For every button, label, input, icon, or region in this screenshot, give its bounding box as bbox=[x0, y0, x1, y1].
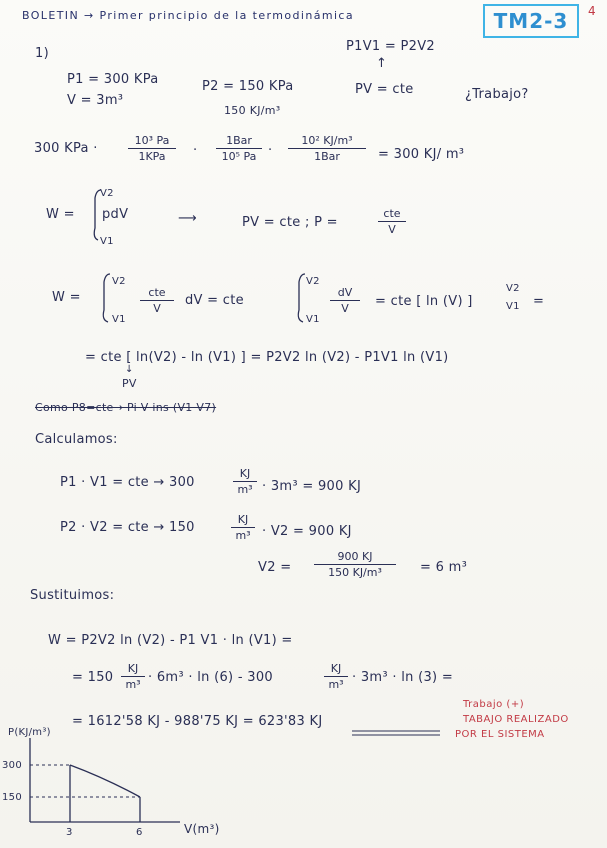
work-integrand: pdV bbox=[102, 207, 129, 222]
header-title: BOLETIN → Primer principio de la termodinámica bbox=[22, 9, 355, 22]
crossed-line: Como P8=cte→ Pi V ins (V1 V7) bbox=[35, 401, 217, 414]
int-dv: dV = cte bbox=[185, 293, 244, 308]
integral-sign bbox=[94, 190, 101, 240]
int3-upper: V2 bbox=[306, 276, 320, 287]
graph-x-3: 3 bbox=[66, 827, 73, 838]
w-line3: = 1612'58 KJ - 988'75 KJ = 623'83 KJ bbox=[72, 714, 323, 729]
w-line2-c: · 3m³ · ln (3) = bbox=[352, 670, 454, 685]
int-frac-2: $\frac{dV}{V}$ bbox=[330, 286, 360, 315]
calc3-frac: $\frac{900 KJ}{\text{150 KJ/m³}}$ bbox=[314, 550, 396, 579]
calc1-unit: $\frac{KJ}{\text{m³}}$ bbox=[233, 467, 257, 496]
conv-frac-3: 10² KJ/m³ 1Bar bbox=[288, 134, 366, 163]
calc1-rest: · 3m³ = 900 KJ bbox=[262, 479, 362, 494]
calc2-lhs: P2 · V2 = cte → 150 bbox=[60, 520, 195, 535]
conv-frac-2: 1Bar 10⁵ Pa bbox=[216, 134, 262, 163]
int3-lower: V1 bbox=[306, 314, 320, 325]
pv-const: PV = cte bbox=[355, 82, 414, 97]
given-p2: P2 = 150 KPa bbox=[202, 79, 294, 94]
calc2-unit: $\frac{KJ}{\text{m³}}$ bbox=[231, 513, 255, 542]
dot: · bbox=[268, 143, 273, 158]
down-arrow: ↓ bbox=[125, 364, 134, 375]
subst-heading: Sustituimos: bbox=[30, 588, 115, 603]
given-p1: P1 = 300 KPa bbox=[67, 72, 159, 87]
conv-result: = 300 KJ/ m³ bbox=[378, 147, 465, 162]
given-v1: V = 3m³ bbox=[67, 93, 124, 108]
topic-tag: TM2-3 bbox=[483, 4, 579, 38]
int-upper: V2 bbox=[100, 188, 114, 199]
problem-number: 1) bbox=[35, 46, 49, 61]
graph-ylabel: P(KJ/m³) bbox=[8, 727, 51, 738]
w-line2-unit2: $\frac{KJ}{\text{m³}}$ bbox=[324, 662, 348, 691]
given-p2-alt: 150 KJ/m³ bbox=[224, 104, 281, 117]
calc1-lhs: P1 · V1 = cte → 300 bbox=[60, 475, 195, 490]
up-arrow: ↑ bbox=[376, 56, 388, 71]
question-work: ¿Trabajo? bbox=[465, 87, 529, 102]
w-line2-a: = 150 bbox=[72, 670, 114, 685]
conv-lhs: 300 KPa · bbox=[34, 141, 98, 156]
integral-sign bbox=[298, 274, 305, 322]
w-line2-b: · 6m³ · ln (6) - 300 bbox=[148, 670, 273, 685]
eq-sign: = bbox=[533, 294, 545, 309]
note-line2: TABAJO REALIZADO bbox=[463, 714, 569, 725]
boyle-relation: P1V1 = P2V2 bbox=[346, 39, 436, 54]
int-ln: = cte [ ln (V) ] bbox=[375, 294, 473, 309]
note-line1: Trabajo (+) bbox=[463, 699, 525, 710]
integral-sign bbox=[103, 274, 110, 322]
int-lower: V1 bbox=[100, 236, 114, 247]
conv-frac-1: 10³ Pa 1KPa bbox=[128, 134, 176, 163]
calc3-lhs: V2 = bbox=[258, 560, 292, 575]
calc-heading: Calculamos: bbox=[35, 432, 118, 447]
graph-x-6: 6 bbox=[136, 827, 143, 838]
work-w: W = bbox=[46, 207, 75, 222]
int-w: W = bbox=[52, 290, 81, 305]
p-frac: cte V bbox=[378, 207, 406, 236]
note-line3: POR EL SISTEMA bbox=[455, 729, 545, 740]
arrow: ⟶ bbox=[178, 211, 197, 226]
graph-y-300: 300 bbox=[2, 760, 22, 771]
ln-lower: V1 bbox=[506, 301, 520, 312]
int2-lower: V1 bbox=[112, 314, 126, 325]
page-number: 4 bbox=[588, 4, 597, 18]
calc3-result: = 6 m³ bbox=[420, 560, 468, 575]
graph-xlabel: V(m³) bbox=[184, 822, 220, 836]
int2-upper: V2 bbox=[112, 276, 126, 287]
graph-curve bbox=[70, 765, 140, 797]
step2-pv: PV bbox=[122, 377, 137, 390]
ln-upper: V2 bbox=[506, 283, 520, 294]
int-frac-1: cte V bbox=[140, 286, 174, 315]
dot: · bbox=[193, 143, 198, 158]
pv-eq: PV = cte ; P = bbox=[242, 215, 338, 230]
graph-y-150: 150 bbox=[2, 792, 22, 803]
calc2-rest: · V2 = 900 KJ bbox=[262, 524, 352, 539]
w-line2-unit1: $\frac{KJ}{\text{m³}}$ bbox=[121, 662, 145, 691]
w-line1: W = P2V2 ln (V2) - P1 V1 · ln (V1) = bbox=[48, 633, 293, 648]
step2-eq: = cte [ ln(V2) - ln (V1) ] = P2V2 ln (V2) - P1V1 ln (V1) bbox=[85, 350, 449, 365]
